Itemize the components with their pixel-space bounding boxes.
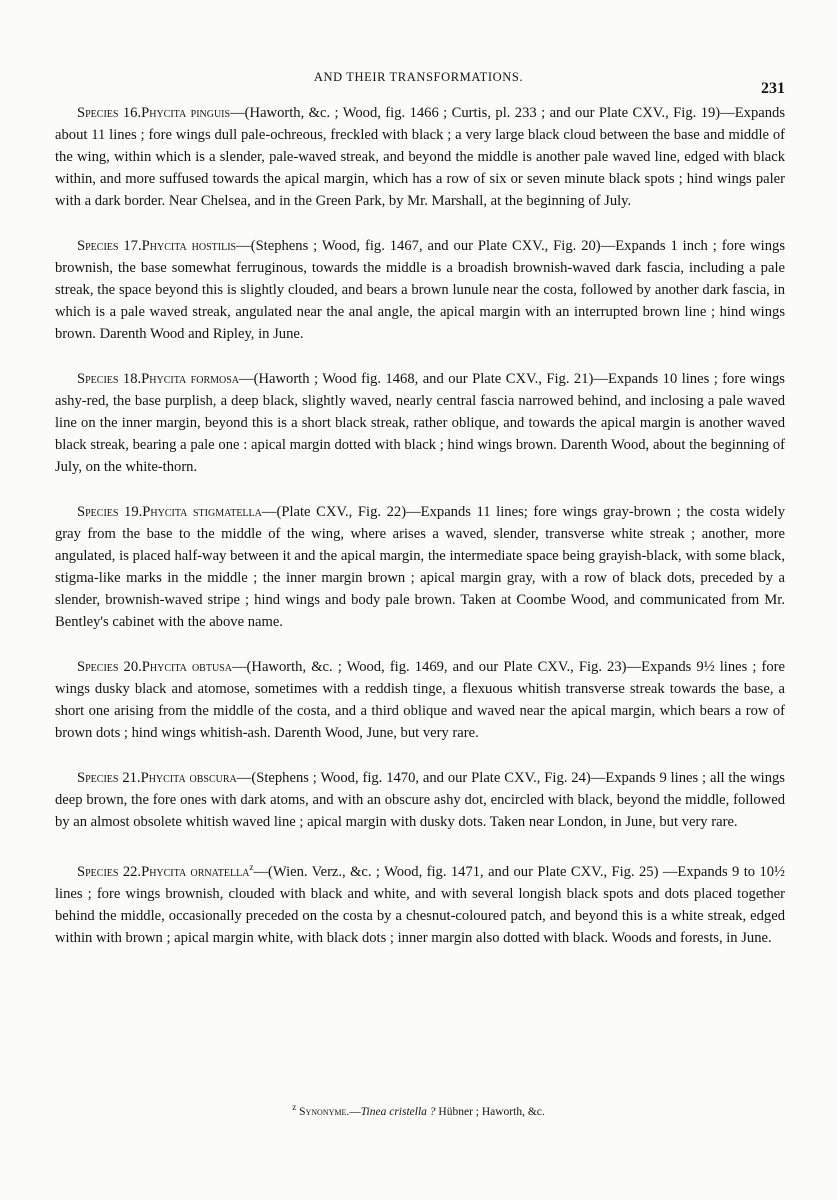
- footnote-reference: z: [249, 862, 254, 872]
- running-header: AND THEIR TRANSFORMATIONS.: [313, 70, 524, 84]
- species-label: Species 19.: [77, 504, 143, 520]
- species-label: Species 20.: [77, 659, 142, 675]
- species-name: Phycita formosa: [141, 371, 240, 387]
- footnote-mark: z: [292, 1102, 297, 1112]
- species-entry-21: [55, 767, 785, 833]
- species-description: —(Plate CXV., Fig. 22)—Expands 11 lines; fore wings gray-brown ; the costa widely gray from the base to the middle of the wing, where arises a waved, slender, transverse white streak ; another, more angulated, is placed half-way between it and the apical margin, the intermediate space being grayish-black, with some black, stigma-like marks in the middle ; the inner margin brown ; apical margin gray, with a row of black dots, preceded by a slender, brownish-waved stripe ; hind wings and body pale brown. Taken at Coombe Wood, and communicated from Mr. Bentley's cabinet with the above name.: [55, 504, 785, 630]
- footnote-label: Synonyme.—: [299, 1105, 361, 1118]
- species-name: Phycita obscura: [140, 770, 237, 786]
- species-entry-19: [55, 501, 785, 633]
- footnote-authorities: Hübner ; Haworth, &c.: [438, 1105, 545, 1118]
- page-number: 231: [761, 80, 785, 97]
- species-entry-16: [55, 102, 785, 212]
- species-entry-22: [55, 856, 785, 949]
- species-name: Phycita hostilis: [141, 238, 237, 254]
- species-label: Species 18.: [77, 371, 142, 387]
- species-entry-18: [55, 368, 785, 478]
- species-label: Species 17.: [77, 238, 142, 254]
- species-entry-17: [55, 235, 785, 345]
- species-label: Species 16.: [77, 105, 142, 121]
- species-name: Phycita obtusa: [141, 659, 232, 675]
- species-description: —(Stephens ; Wood, fig. 1470, and our Plate CXV., Fig. 24)—Expands 9 lines ; all the wings deep brown, the fore ones with dark atoms, and with an obscure ashy dot, encircled with black, beyond the middle, followed by an almost obsolete whitish waved line ; apical margin with dusky dots. Taken near London, in June, but very rare.: [55, 770, 785, 830]
- footnote-synonym: Tinea cristella ?: [360, 1105, 436, 1118]
- species-name: Phycita stigmatella: [142, 504, 262, 520]
- page-body: [55, 102, 785, 972]
- species-name: Phycita pinguis: [141, 105, 231, 121]
- species-label: Species 21.: [77, 770, 141, 786]
- species-description: —(Wien. Verz., &c. ; Wood, fig. 1471, and our Plate CXV., Fig. 25) —Expands 9 to 10½ lines ; fore wings brownish, clouded with black and white, and with several longish black spots and dots placed together behind the middle, occasionally preceded on the costa by a chesnut-coloured patch, and beyond this is a white streak, edged within with brown ; apical margin white, with black dots ; inner margin also dotted with black. Woods and forests, in June.: [55, 863, 785, 946]
- species-description: —(Haworth ; Wood fig. 1468, and our Plate CXV., Fig. 21)—Expands 10 lines ; fore wings ashy-red, the base purplish, a deep black, slightly waved, nearly central fascia narrowed behind, and inclosing a pale waved line on the inner margin, beyond this is a short black streak, rather oblique, and towards the apical margin is another waved black streak, bearing a pale one : apical margin dotted with black ; hind wings brown. Darenth Wood, about the beginning of July, on the white-thorn.: [55, 371, 785, 475]
- species-description: —(Haworth, &c. ; Wood, fig. 1466 ; Curtis, pl. 233 ; and our Plate CXV., Fig. 19)—Expands about 11 lines ; fore wings dull pale-ochreous, freckled with black ; a very large black cloud between the base and middle of the wing, within which is a slender, pale-waved streak, and beyond the middle is another pale waved line, edged with black within, and more suffused towards the apical margin, which has a row of six or seven minute black spots ; hind wings paler with a dark border. Near Chelsea, and in the Green Park, by Mr. Marshall, at the beginning of July.: [55, 105, 785, 209]
- species-entry-20: [55, 656, 785, 744]
- species-description: —(Stephens ; Wood, fig. 1467, and our Plate CXV., Fig. 20)—Expands 1 inch ; fore wings brownish, the base somewhat ferruginous, towards the middle is a broadish brownish-waved dark fascia, including a pale streak, the space beyond this is slightly clouded, and bears a brown lunule near the costa, followed by another dark fascia, in which is a pale waved streak, angulated near the anal angle, the apical margin with an interrupted brown line ; hind wings brown. Darenth Wood and Ripley, in June.: [55, 238, 785, 342]
- species-label: Species 22.: [77, 863, 142, 880]
- species-name: Phycita ornatella: [141, 863, 250, 880]
- species-description: —(Haworth, &c. ; Wood, fig. 1469, and our Plate CXV., Fig. 23)—Expands 9½ lines ; fore wings dusky black and atomose, sometimes with a reddish tinge, a flexuous whitish transverse streak towards the base, a short one arising from the middle of the costa, and a third oblique and waved near the apical margin, which bears a row of brown dots ; hind wings whitish-ash. Darenth Wood, June, but very rare.: [55, 659, 785, 741]
- footnote: [0, 1102, 837, 1118]
